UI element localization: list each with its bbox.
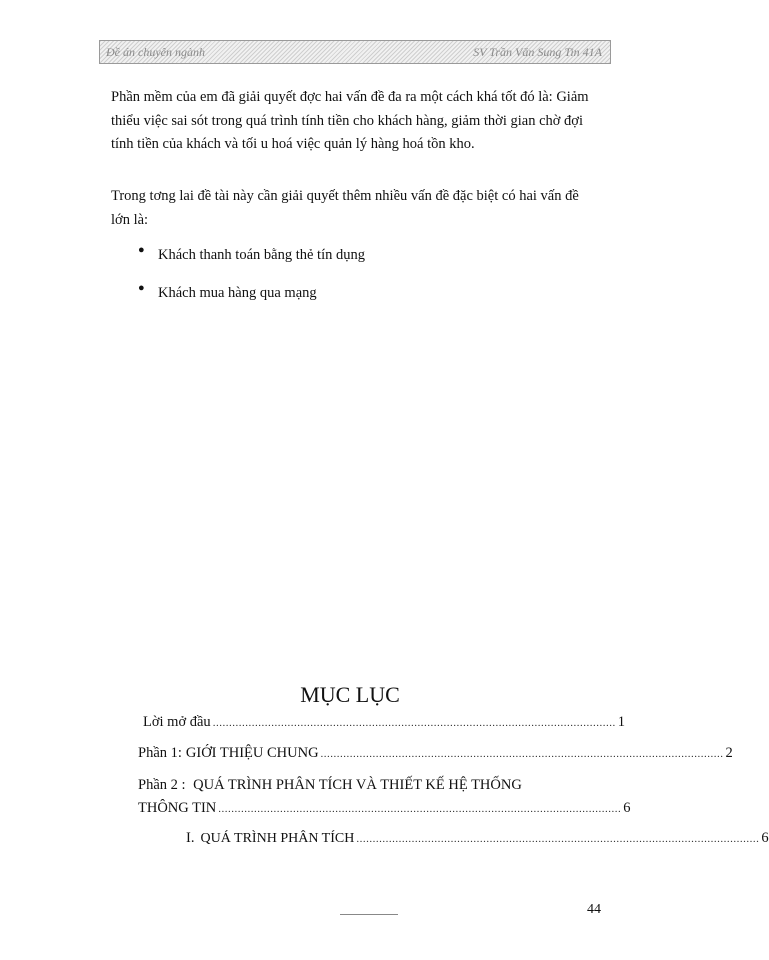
header-course-title: Đề án chuyên ngành	[106, 45, 205, 59]
toc-entry[interactable]	[186, 830, 769, 847]
toc-entry-prefix: Phần 2 :	[138, 777, 186, 793]
toc-entry[interactable]	[138, 745, 733, 762]
toc-leader-dots: ............................................................................................................................	[212, 717, 616, 729]
toc-leader-dots: ............................................................................................................................	[218, 803, 622, 815]
toc-entry[interactable]	[143, 714, 625, 731]
body-paragraph-2: Trong tơng lai đề tài này cần giải quyết thêm nhiều vấn đề đặc biệt có hai vấn đề lớn là:	[111, 188, 579, 228]
toc-entry-label-line2: THÔNG TIN	[138, 800, 217, 816]
page-header	[99, 40, 611, 64]
toc-entry-label-line1: QUÁ TRÌNH PHÂN TÍCH VÀ THIẾT KẾ HỆ THỐNG	[193, 777, 522, 793]
toc-entry-page: 6	[623, 800, 631, 816]
toc-entry-label: GIỚI THIỆU CHUNG	[185, 745, 319, 761]
toc-leader-dots: ............................................................................................................................	[356, 833, 760, 845]
toc-entry-multiline[interactable]	[138, 777, 522, 794]
page-number: 44	[587, 902, 601, 917]
toc-entry-label: QUÁ TRÌNH PHÂN TÍCH	[200, 831, 355, 846]
bullet-icon: ●	[138, 282, 145, 294]
toc-entry-page: 6	[761, 830, 769, 846]
toc-entry-label: Lời mở đầu	[143, 714, 211, 730]
bullet-text: Khách thanh toán bằng thẻ tín dụng	[158, 247, 365, 263]
bullet-text: Khách mua hàng qua mạng	[158, 285, 317, 301]
body-paragraph-1: Phần mềm của em đã giải quyết đợc hai vấn đề đa ra một cách khá tốt đó là: Giảm thiểu việc sai sót trong quá trình tính tiền cho khách hàng, giảm thời gian chờ đợi tính tiền của khách và tối u hoá việc quản lý hàng hoá tồn kho.	[111, 89, 589, 152]
toc-leader-dots: ............................................................................................................................	[320, 748, 724, 760]
toc-entry-prefix: Phần 1:	[138, 745, 182, 761]
footer-rule	[340, 914, 398, 915]
toc-title: MỤC LỤC	[300, 682, 400, 707]
toc-entry-prefix: I.	[186, 830, 195, 846]
toc-entry-page: 2	[725, 745, 733, 761]
toc-entry[interactable]	[138, 800, 631, 817]
bullet-icon: ●	[138, 244, 145, 256]
header-student-name: SV Trần Văn Sung Tin 41A	[473, 45, 602, 59]
toc-entry-page: 1	[617, 714, 625, 730]
